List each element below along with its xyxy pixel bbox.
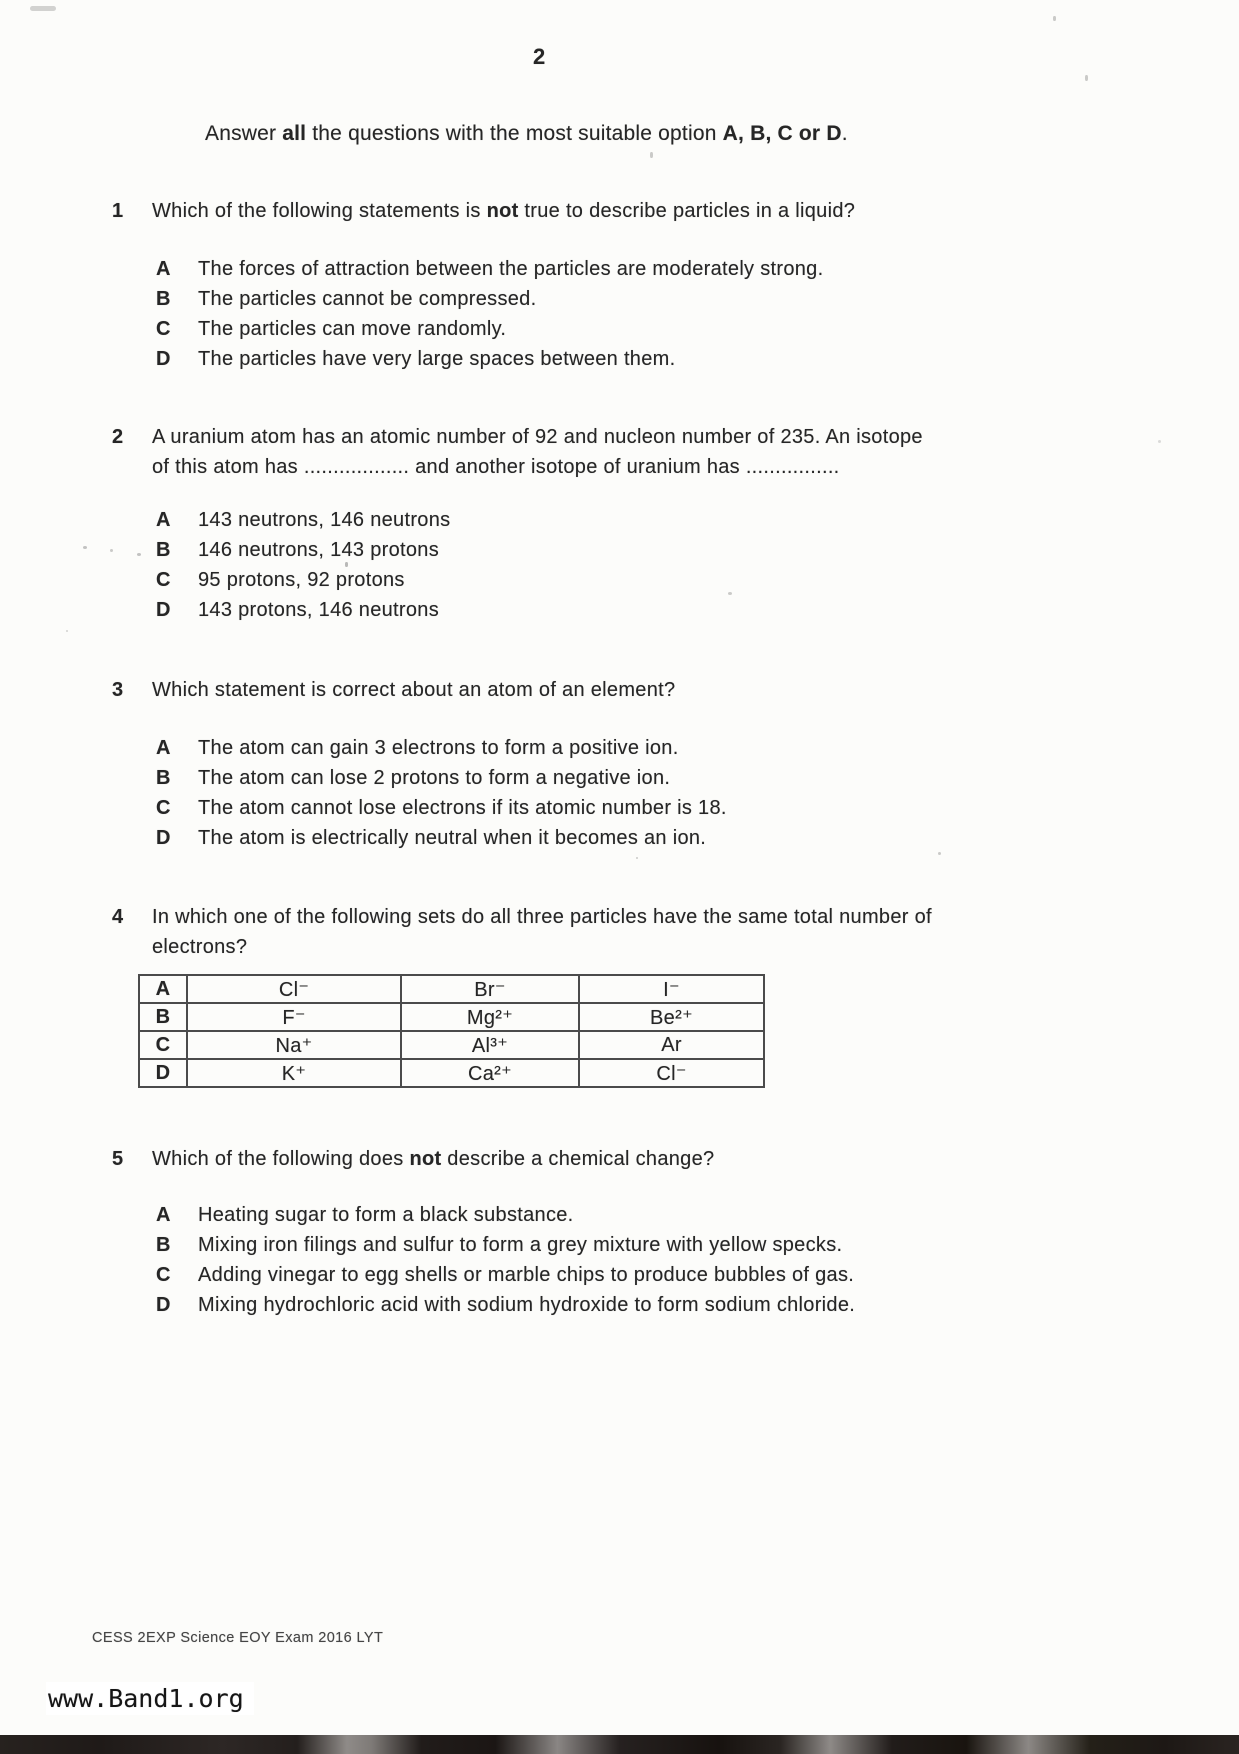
option-letter: A: [156, 509, 171, 531]
option-text: The atom can gain 3 electrons to form a positive ion.: [198, 737, 679, 759]
question-text-line: of this atom has .................. and another isotope of uranium has ................: [152, 456, 840, 478]
exam-instruction: [205, 122, 848, 146]
particle-cell: Br⁻: [401, 975, 579, 1003]
option-text: Adding vinegar to egg shells or marble chips to produce bubbles of gas.: [198, 1264, 855, 1286]
question-1-options: [156, 254, 992, 374]
table-row: [139, 975, 764, 1003]
watermark-url: www.Band1.org: [46, 1682, 254, 1715]
particle-cell: F⁻: [187, 1003, 401, 1031]
option-row: [156, 565, 992, 595]
option-row: [156, 284, 992, 314]
option-row: [156, 1260, 992, 1290]
question-4: [112, 902, 992, 1088]
option-text: Heating sugar to form a black substance.: [198, 1204, 574, 1226]
instruction-text: .: [841, 122, 848, 145]
question-number: 2: [112, 426, 124, 448]
question-3-options: [156, 733, 992, 853]
particle-cell: Mg²⁺: [401, 1003, 579, 1031]
scan-speck: [1053, 16, 1056, 21]
option-text: The particles can move randomly.: [198, 318, 507, 340]
question-3-head: [112, 675, 992, 705]
option-text: The atom cannot lose electrons if its atomic number is 18.: [198, 797, 727, 819]
option-letter: C: [156, 318, 171, 340]
option-row: [156, 314, 992, 344]
option-row: [156, 1230, 992, 1260]
option-letter: D: [156, 348, 171, 370]
option-row: [156, 763, 992, 793]
scan-speck: [1085, 75, 1088, 81]
table-row: [139, 1003, 764, 1031]
instruction-text: the questions with the most suitable option: [306, 122, 723, 145]
question-2-options: [156, 505, 992, 625]
option-letter: B: [156, 539, 171, 561]
scan-speck: [1158, 440, 1161, 443]
option-text: Mixing iron filings and sulfur to form a grey mixture with yellow specks.: [198, 1234, 843, 1256]
scan-speck: [728, 592, 732, 595]
option-row: [156, 793, 992, 823]
option-text: 143 protons, 146 neutrons: [198, 599, 440, 621]
option-row: [156, 505, 992, 535]
option-row: [156, 1200, 992, 1230]
option-row: [156, 733, 992, 763]
scan-speck: [30, 6, 56, 11]
question-text-line: electrons?: [152, 936, 248, 958]
question-3: [112, 675, 992, 853]
option-letter: A: [156, 258, 171, 280]
scan-speck: [83, 546, 87, 549]
scan-speck: [938, 852, 941, 855]
question-text-part: Which of the following statements is: [152, 200, 487, 222]
option-text: 143 neutrons, 146 neutrons: [198, 509, 451, 531]
option-row: [156, 823, 992, 853]
scan-speck: [137, 553, 141, 556]
row-label: A: [139, 975, 187, 1003]
option-letter: B: [156, 1234, 171, 1256]
scan-speck: [110, 549, 113, 552]
question-text: Which statement is correct about an atom of an element?: [152, 679, 676, 701]
particle-cell: Be²⁺: [579, 1003, 764, 1031]
particle-cell: Al³⁺: [401, 1031, 579, 1059]
instruction-bold-all: all: [282, 122, 307, 145]
option-text: The forces of attraction between the particles are moderately strong.: [198, 258, 824, 280]
question-number: 3: [112, 679, 124, 701]
option-row: [156, 595, 992, 625]
option-row: [156, 535, 992, 565]
particle-cell: K⁺: [187, 1059, 401, 1087]
question-text-bold: not: [409, 1148, 442, 1170]
exam-code-footer: CESS 2EXP Science EOY Exam 2016 LYT: [92, 1630, 384, 1646]
option-letter: B: [156, 288, 171, 310]
question-number: 1: [112, 200, 124, 222]
scan-speck: [636, 857, 638, 859]
question-text-line: A uranium atom has an atomic number of 92 and nucleon number of 235. An isotope: [152, 426, 923, 448]
question-2-head: [112, 422, 992, 482]
particle-cell: I⁻: [579, 975, 764, 1003]
question-text-line: In which one of the following sets do all three particles have the same total number of: [152, 906, 932, 928]
question-2: [112, 422, 992, 625]
option-letter: D: [156, 599, 171, 621]
particle-sets-table: [138, 974, 765, 1088]
option-letter: C: [156, 1264, 171, 1286]
option-text: The atom can lose 2 protons to form a negative ion.: [198, 767, 671, 789]
scan-bottom-bar: [0, 1735, 1239, 1754]
row-label: B: [139, 1003, 187, 1031]
question-text: [152, 196, 992, 226]
question-4-head: [112, 902, 992, 962]
option-text: 95 protons, 92 protons: [198, 569, 405, 591]
scan-speck: [66, 630, 68, 632]
option-letter: C: [156, 797, 171, 819]
row-label: D: [139, 1059, 187, 1087]
page-number: 2: [533, 44, 546, 69]
option-letter: D: [156, 1294, 171, 1316]
particle-cell: Ar: [579, 1031, 764, 1059]
option-text: The particles have very large spaces between them.: [198, 348, 676, 370]
option-letter: B: [156, 767, 171, 789]
question-5: [112, 1144, 992, 1320]
option-row: [156, 1290, 992, 1320]
scan-speck: [345, 562, 348, 567]
option-letter: D: [156, 827, 171, 849]
question-1: [112, 196, 992, 374]
particle-cell: Cl⁻: [187, 975, 401, 1003]
option-row: [156, 254, 992, 284]
instruction-text: Answer: [205, 122, 283, 145]
option-text: Mixing hydrochloric acid with sodium hydroxide to form sodium chloride.: [198, 1294, 856, 1316]
question-text-bold: not: [486, 200, 519, 222]
particle-cell: Cl⁻: [579, 1059, 764, 1087]
table-row: [139, 1059, 764, 1087]
question-text: [152, 1144, 992, 1174]
particle-cell: Ca²⁺: [401, 1059, 579, 1087]
question-text-part: true to describe particles in a liquid?: [518, 200, 856, 222]
question-number: 5: [112, 1148, 124, 1170]
question-number: 4: [112, 906, 124, 928]
question-5-head: [112, 1144, 992, 1174]
option-text: The particles cannot be compressed.: [198, 288, 537, 310]
question-text: [152, 902, 992, 962]
question-5-options: [156, 1200, 992, 1320]
question-text: [152, 422, 992, 482]
instruction-bold-options: A, B, C or D: [722, 122, 842, 145]
option-text: 146 neutrons, 143 protons: [198, 539, 440, 561]
option-text: The atom is electrically neutral when it becomes an ion.: [198, 827, 707, 849]
table-row: [139, 1031, 764, 1059]
option-letter: A: [156, 1204, 171, 1226]
question-1-head: [112, 196, 992, 226]
option-letter: C: [156, 569, 171, 591]
question-text-part: Which of the following does: [152, 1148, 410, 1170]
scan-speck: [650, 152, 653, 158]
row-label: C: [139, 1031, 187, 1059]
question-text-part: describe a chemical change?: [441, 1148, 715, 1170]
option-letter: A: [156, 737, 171, 759]
particle-cell: Na⁺: [187, 1031, 401, 1059]
option-row: [156, 344, 992, 374]
